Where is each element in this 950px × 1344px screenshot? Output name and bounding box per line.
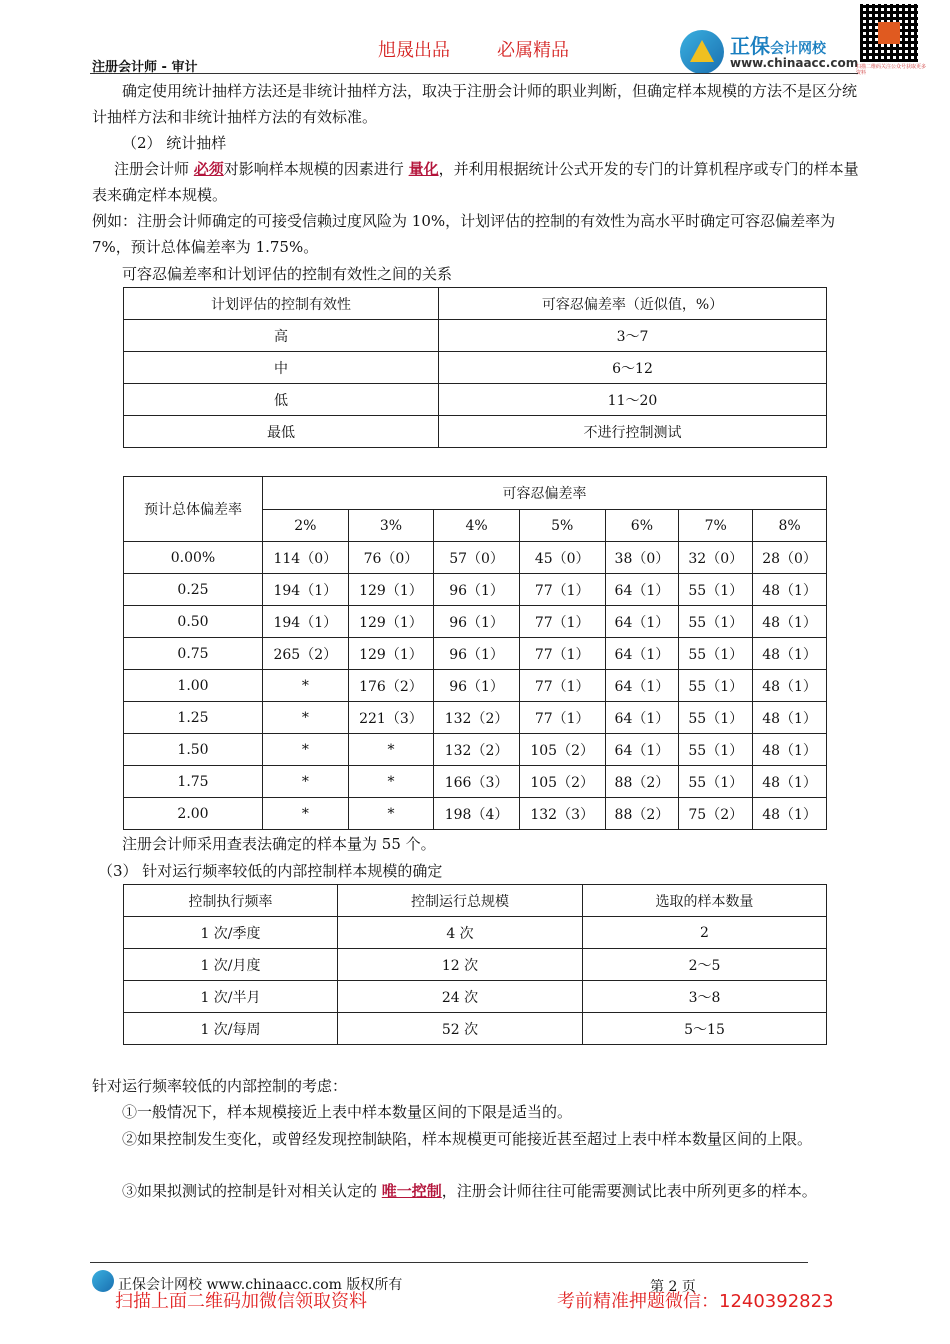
table2-cell: 129（1） bbox=[348, 606, 434, 638]
table3-cell: 2～5 bbox=[583, 949, 827, 981]
table2-cell: 28（0） bbox=[753, 542, 827, 574]
para2-pre: 注册会计师 bbox=[114, 160, 194, 178]
document-subject: 注册会计师 - 审计 bbox=[92, 60, 198, 75]
table1-cell: 最低 bbox=[124, 416, 439, 448]
table3-cell: 52 次 bbox=[338, 1013, 583, 1045]
table2-cell: 88（2） bbox=[605, 798, 679, 830]
table2-cell: 45（0） bbox=[519, 542, 605, 574]
table2-col-header: 8% bbox=[753, 510, 827, 542]
table2-cell: * bbox=[348, 766, 434, 798]
c3-pre: ③如果拟测试的控制是针对相关认定的 bbox=[122, 1182, 382, 1200]
logo-name-suffix: 会计网校 bbox=[770, 41, 826, 57]
consideration-3 bbox=[92, 1178, 862, 1204]
table2-cell: 0.00% bbox=[124, 542, 263, 574]
table-row bbox=[124, 670, 827, 702]
keyword-sole-control: 唯一控制 bbox=[381, 1182, 442, 1200]
table2-cell: 75（2） bbox=[679, 798, 753, 830]
table1-cell: 不进行控制测试 bbox=[439, 416, 827, 448]
keyword-quantify: 量化 bbox=[408, 160, 439, 178]
sample-size-result: 注册会计师采用查表法确定的样本量为 55 个。 bbox=[122, 835, 436, 853]
table2-cell: 55（1） bbox=[679, 606, 753, 638]
brand-slogan-2: 必属精品 bbox=[497, 40, 569, 61]
table2-cell: 129（1） bbox=[348, 638, 434, 670]
brand-slogan-1: 旭晟出品 bbox=[378, 40, 450, 61]
table3-cell: 1 次/每周 bbox=[124, 1013, 338, 1045]
promo-left: 扫描上面二维码加微信领取资料 bbox=[115, 1291, 367, 1312]
paragraph-2 bbox=[92, 156, 862, 208]
table2-cell: 55（1） bbox=[679, 670, 753, 702]
table-row bbox=[124, 542, 827, 574]
table2-col-header: 6% bbox=[605, 510, 679, 542]
table1-header: 计划评估的控制有效性 bbox=[124, 288, 439, 320]
section-2-title: （2） 统计抽样 bbox=[122, 134, 227, 152]
table2-cell: * bbox=[263, 734, 349, 766]
table3-header: 控制执行频率 bbox=[124, 885, 338, 917]
table2-cell: * bbox=[263, 702, 349, 734]
table2-cell: 1.25 bbox=[124, 702, 263, 734]
chinaacc-logo bbox=[680, 28, 859, 76]
table2-cell: 64（1） bbox=[605, 574, 679, 606]
table-row bbox=[124, 606, 827, 638]
table1-cell: 3～7 bbox=[439, 320, 827, 352]
para2-post: ，并利用根据统计公式开发的专门的计算机程序或专门的样本量表来确定样本规模。 bbox=[92, 160, 859, 204]
page-number: 第 2 页 bbox=[650, 1279, 696, 1295]
table3-cell: 5～15 bbox=[583, 1013, 827, 1045]
table3-cell: 1 次/半月 bbox=[124, 981, 338, 1013]
table2-cell: 176（2） bbox=[348, 670, 434, 702]
table-row bbox=[124, 798, 827, 830]
table2-cell: 48（1） bbox=[753, 606, 827, 638]
table2-cell: 48（1） bbox=[753, 638, 827, 670]
table2-cell: 1.00 bbox=[124, 670, 263, 702]
table1-cell: 高 bbox=[124, 320, 439, 352]
table2-cell: 64（1） bbox=[605, 606, 679, 638]
consideration-2: ②如果控制发生变化，或曾经发现控制缺陷，样本规模更可能接近甚至超过上表中样本数量区间的上限。 bbox=[122, 1130, 813, 1148]
promo-right: 考前精准押题微信：1240392823 bbox=[557, 1291, 834, 1312]
table2-col-header: 2% bbox=[263, 510, 349, 542]
table2-cell: 76（0） bbox=[348, 542, 434, 574]
table1-cell: 11～20 bbox=[439, 384, 827, 416]
paragraph-1: 确定使用统计抽样方法还是非统计抽样方法，取决于注册会计师的职业判断，但确定样本规模的方法不是区分统计抽样方法和非统计抽样方法的有效标准。 bbox=[92, 82, 858, 126]
table1-cell: 6～12 bbox=[439, 352, 827, 384]
keyword-must: 必须 bbox=[193, 160, 224, 178]
table2-cell: 105（2） bbox=[519, 734, 605, 766]
table2-cell: 55（1） bbox=[679, 638, 753, 670]
table2-cell: 55（1） bbox=[679, 574, 753, 606]
table2-cell: 38（0） bbox=[605, 542, 679, 574]
table2-cell: 55（1） bbox=[679, 734, 753, 766]
table2-cell: 32（0） bbox=[679, 542, 753, 574]
table2-cell: 77（1） bbox=[519, 702, 605, 734]
logo-emblem-icon bbox=[680, 30, 724, 74]
table2-cell: 55（1） bbox=[679, 766, 753, 798]
table2-cell: 77（1） bbox=[519, 574, 605, 606]
table1-cell: 中 bbox=[124, 352, 439, 384]
table2-cell: 132（2） bbox=[434, 702, 520, 734]
table2-cell: 221（3） bbox=[348, 702, 434, 734]
table2-cell: 64（1） bbox=[605, 638, 679, 670]
table2-cell: * bbox=[263, 766, 349, 798]
table2-cell: 96（1） bbox=[434, 638, 520, 670]
table3-header: 控制运行总规模 bbox=[338, 885, 583, 917]
table2-cell: 132（3） bbox=[519, 798, 605, 830]
table2-col-header: 3% bbox=[348, 510, 434, 542]
c3-post: ，注册会计师往往可能需要测试比表中所列更多的样本。 bbox=[441, 1182, 817, 1200]
footer-logo-icon bbox=[92, 1270, 114, 1292]
table2-cell: 1.75 bbox=[124, 766, 263, 798]
footer-copyright: 正保会计网校 www.chinaacc.com 版权所有 bbox=[118, 1277, 403, 1293]
table2-cell: 48（1） bbox=[753, 798, 827, 830]
table3-header: 选取的样本数量 bbox=[583, 885, 827, 917]
consideration-1: ①一般情况下，样本规模接近上表中样本数量区间的下限是适当的。 bbox=[122, 1103, 573, 1121]
table2-cell: 265（2） bbox=[263, 638, 349, 670]
table3-cell: 2 bbox=[583, 917, 827, 949]
table2-cell: 96（1） bbox=[434, 574, 520, 606]
para2-mid: 对影响样本规模的因素进行 bbox=[223, 160, 409, 178]
footer-divider bbox=[90, 1262, 808, 1263]
table2-cell: 64（1） bbox=[605, 670, 679, 702]
table2-cell: 96（1） bbox=[434, 670, 520, 702]
table1-cell: 低 bbox=[124, 384, 439, 416]
sample-size-table bbox=[123, 476, 827, 830]
table2-cell: 57（0） bbox=[434, 542, 520, 574]
header-divider bbox=[90, 73, 858, 74]
table1-caption: 可容忍偏差率和计划评估的控制有效性之间的关系 bbox=[122, 265, 453, 283]
table2-cell: * bbox=[263, 670, 349, 702]
table2-cell: 0.50 bbox=[124, 606, 263, 638]
table2-col-header: 5% bbox=[519, 510, 605, 542]
table2-row-header: 预计总体偏差率 bbox=[124, 477, 263, 542]
table1-header: 可容忍偏差率（近似值，%） bbox=[439, 288, 827, 320]
table2-cell: 194（1） bbox=[263, 574, 349, 606]
table3-cell: 24 次 bbox=[338, 981, 583, 1013]
table3-cell: 4 次 bbox=[338, 917, 583, 949]
table2-cell: 48（1） bbox=[753, 734, 827, 766]
table2-cell: 48（1） bbox=[753, 574, 827, 606]
table-row bbox=[124, 702, 827, 734]
table2-col-header: 4% bbox=[434, 510, 520, 542]
table2-cell: 48（1） bbox=[753, 702, 827, 734]
table2-group-header: 可容忍偏差率 bbox=[263, 477, 827, 510]
table2-cell: 96（1） bbox=[434, 606, 520, 638]
table2-cell: 198（4） bbox=[434, 798, 520, 830]
table2-cell: 48（1） bbox=[753, 766, 827, 798]
table2-cell: 55（1） bbox=[679, 702, 753, 734]
table-row bbox=[124, 574, 827, 606]
table2-cell: 48（1） bbox=[753, 670, 827, 702]
table2-cell: 1.50 bbox=[124, 734, 263, 766]
considerations-title: 针对运行频率较低的内部控制的考虑： bbox=[92, 1077, 348, 1095]
logo-name: 正保 bbox=[730, 34, 770, 58]
table2-col-header: 7% bbox=[679, 510, 753, 542]
table2-cell: 77（1） bbox=[519, 606, 605, 638]
table2-cell: 77（1） bbox=[519, 638, 605, 670]
table2-cell: 105（2） bbox=[519, 766, 605, 798]
table2-cell: * bbox=[348, 798, 434, 830]
table2-cell: 129（1） bbox=[348, 574, 434, 606]
table2-cell: 2.00 bbox=[124, 798, 263, 830]
table2-cell: 166（3） bbox=[434, 766, 520, 798]
table2-cell: 114（0） bbox=[263, 542, 349, 574]
tolerable-rate-table bbox=[123, 287, 827, 448]
logo-url: www.chinaacc.com bbox=[730, 56, 859, 70]
table3-cell: 3～8 bbox=[583, 981, 827, 1013]
table2-cell: 0.75 bbox=[124, 638, 263, 670]
table2-cell: 64（1） bbox=[605, 702, 679, 734]
example-paragraph: 例如：注册会计师确定的可接受信赖过度风险为 10%，计划评估的控制的有效性为高水平时确定可容忍偏差率为 7%，预计总体偏差率为 1.75%。 bbox=[92, 212, 836, 256]
table2-cell: 88（2） bbox=[605, 766, 679, 798]
table2-cell: 0.25 bbox=[124, 574, 263, 606]
table2-cell: 64（1） bbox=[605, 734, 679, 766]
qr-code-icon bbox=[860, 4, 918, 62]
table2-cell: 132（2） bbox=[434, 734, 520, 766]
table2-cell: 77（1） bbox=[519, 670, 605, 702]
section-3-title: （3） 针对运行频率较低的内部控制样本规模的确定 bbox=[98, 862, 443, 880]
qr-caption: 扫描二维码关注公众号获取更多资料 bbox=[856, 64, 927, 76]
table2-cell: 194（1） bbox=[263, 606, 349, 638]
table-row bbox=[124, 734, 827, 766]
table3-cell: 1 次/月度 bbox=[124, 949, 338, 981]
table3-cell: 1 次/季度 bbox=[124, 917, 338, 949]
table3-cell: 12 次 bbox=[338, 949, 583, 981]
low-frequency-table bbox=[123, 884, 827, 1045]
table2-cell: * bbox=[263, 798, 349, 830]
table2-cell: * bbox=[348, 734, 434, 766]
table-row bbox=[124, 766, 827, 798]
table-row bbox=[124, 638, 827, 670]
